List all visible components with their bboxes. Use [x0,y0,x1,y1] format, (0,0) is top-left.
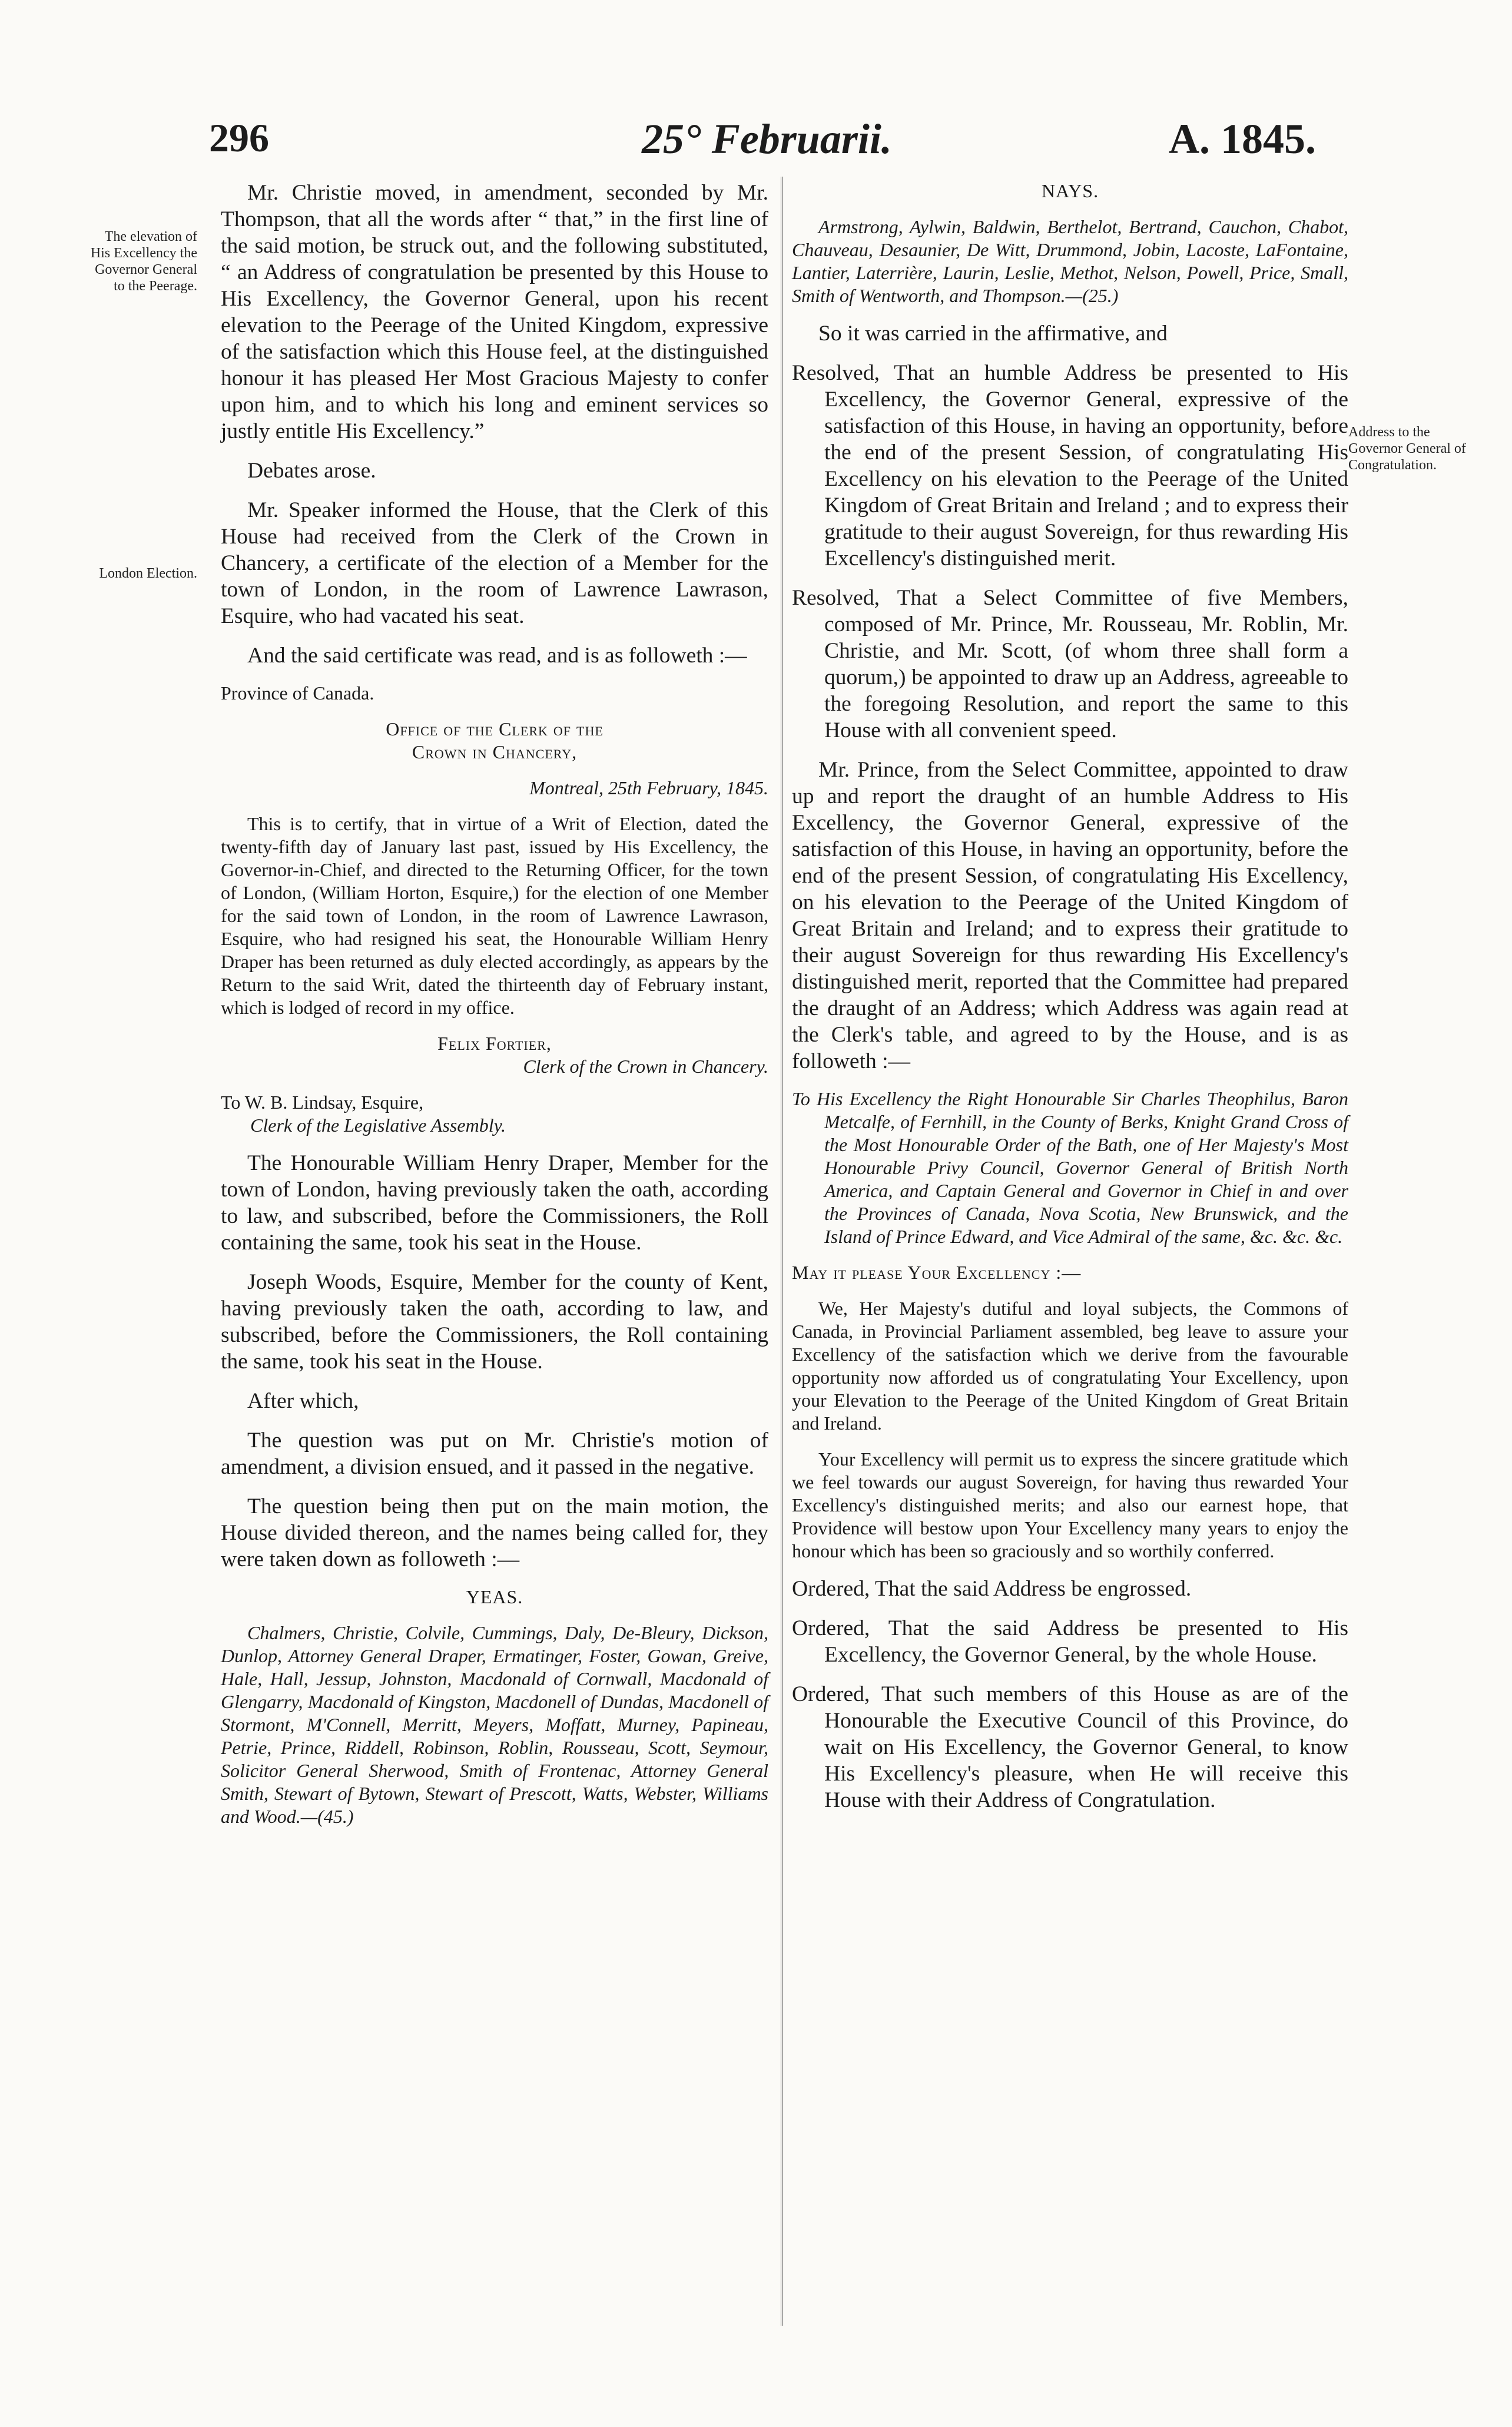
may-it-please-line: May it please Your Excellency :— [792,1262,1082,1283]
speaker-paragraph: Mr. Speaker informed the House, that the Clerk of this House had received from the Clerk of the Crown in Chancery, a certificate of the election of a Member for the town of London, in the room of Lawrence Lawrason, Esquire, who had vacated his seat. [221,498,768,628]
question-amendment-paragraph: The question was put on Mr. Christie's motion of amendment, a division ensued, and it passed in the negative. [221,1428,768,1479]
province-line: Province of Canada. [221,682,374,704]
debates-paragraph: Debates arose. [247,459,376,483]
ordered-wait-paragraph: Ordered, That such members of this House as are of the Honourable the Executive Council of this Province, do wait on His Excellency, the Governor General, to know His Excellency's pleasure, when He will receive this House with their Address of Congratulation. [792,1682,1348,1812]
left-column [221,180,768,1841]
nays-list: Armstrong, Aylwin, Baldwin, Berthelot, Bertrand, Cauchon, Chabot, Chauveau, Desaunier, De Witt, Drummond, Jobin, Lacoste, LaFontaine, Lantier, Laterrière, Laurin, Leslie, Methot, Nelson, Powell, Price, Small, Smith of Wentworth, and Thompson.—(25.) [792,216,1348,306]
margin-note-london-election: London Election. [99,566,197,581]
certificate-dateline: Montreal, 25th February, 1845. [529,777,768,798]
page-number: 296 [209,115,269,160]
address-body-2: Your Excellency will permit us to express the sincere gratitude which we feel towards our august Sovereign, for having thus rewarded Your Excellency's distinguished merits; and also our earnest hope, that Providence will bestow upon Your Excellency many years to enjoy the honour which has been so graciously and so worthily conferred. [792,1448,1348,1561]
certificate-signature-title: Clerk of the Crown in Chancery. [523,1056,768,1077]
office-line-2: Crown in Chancery, [412,741,578,762]
draper-paragraph: The Honourable William Henry Draper, Member for the town of London, having previously taken the oath, according to law, and subscribed, before the Commissioners, the Roll containing the same, took his seat in the House. [221,1151,768,1255]
nays-heading: NAYS. [1041,180,1099,201]
certificate-signature: Felix Fortier, [437,1033,552,1054]
to-line: To W. B. Lindsay, Esquire, [221,1092,424,1113]
office-line-1: Office of the Clerk of the [386,718,604,740]
page-year: A. 1845. [1169,115,1316,163]
column-divider [781,177,782,2326]
ordered-presented-paragraph: Ordered, That the said Address be presented to His Excellency, the Governor General, by the whole House. [792,1616,1348,1667]
right-column [792,180,1348,1826]
christie-motion-paragraph: Mr. Christie moved, in amendment, seconded by Mr. Thompson, that all the words after “ that,” in the first line of the said motion, be struck out, and the following substituted, “ an Address of congratulation be presented by this House to His Excellency, the Governor General, upon his recent elevation to the Peerage of the United Kingdom, expressive of the satisfaction which this House feel, at the distinguished honour it has pleased Her Most Gracious Majesty to confer upon him, and to which his long and eminent services so justly entitle His Excellency.” [221,181,768,443]
yeas-list: Chalmers, Christie, Colvile, Cummings, Daly, De-Bleury, Dickson, Dunlop, Attorney General Draper, Ermatinger, Foster, Gowan, Greive, Hale, Hall, Jessup, Johnston, Macdonald of Cornwall, Macdonald of Glengarry, Macdonald of Kingston, Macdonell of Dundas, Macdonell of Stormont, M'Connell, Merritt, Meyers, Moffatt, Murney, Papineau, Petrie, Prince, Riddell, Robinson, Roblin, Rousseau, Scott, Seymour, Solicitor General Sherwood, Smith of Frontenac, Attorney General Smith, Stewart of Bytown, Stewart of Prescott, Watts, Webster, Williams and Wood.—(45.) [221,1622,768,1827]
woods-paragraph: Joseph Woods, Esquire, Member for the county of Kent, having previously taken the oath, according to law, and subscribed, before the Commissioners, the Roll containing the same, took his seat in the House. [221,1270,768,1374]
question-main-paragraph: The question being then put on the main motion, the House divided thereon, and the names being called for, they were taken down as followeth :— [221,1494,768,1571]
margin-note-address: Address to the Governor General of Congratulation. [1348,425,1466,473]
ordered-engrossed-paragraph: Ordered, That the said Address be engrossed. [792,1577,1192,1601]
resolved-committee-paragraph: Resolved, That a Select Committee of five Members, composed of Mr. Prince, Mr. Rousseau, Mr. Roblin, Mr. Christie, and Mr. Scott, (of whom three shall form a quorum,) be appointed to draw up an Address, agreeable to the foregoing Resolution, and report the same to this House with all convenient speed. [792,586,1348,742]
prince-report-paragraph: Mr. Prince, from the Select Committee, appointed to draw up and report the draught of an humble Address to His Excellency, the Governor General, expressive of the satisfaction of this House, in having an opportunity, before the end of the present Session, of congratulating His Excellency, on his elevation to the Peerage of the United Kingdom of Great Britain and Ireland; and to express their gratitude to their august Sovereign for thus rewarding His Excellency's distinguished merit, reported that the Committee had prepared the draught of an Address; which Address was again read at the Clerk's table, and agreed to by the House, and is as followeth :— [792,758,1348,1073]
page-title: 25° Februarii. [642,115,892,163]
to-title: Clerk of the Legislative Assembly. [250,1115,506,1136]
certificate-read-paragraph: And the said certificate was read, and is as followeth :— [247,644,747,668]
carried-paragraph: So it was carried in the affirmative, and [818,321,1168,346]
address-superscription: To His Excellency the Right Honourable Sir Charles Theophilus, Baron Metcalfe, of Fernhill, in the County of Berks, Knight Grand Cross of the Most Honourable Order of the Bath, one of Her Majesty's Most Honourable Privy Council, Governor General of British North America, and Captain General and Governor in Chief in and over the Provinces of Canada, Nova Scotia, New Brunswick, and the Island of Prince Edward, and Vice Admiral of the same, &c. &c. &c. [792,1088,1348,1247]
yeas-heading: YEAS. [466,1586,523,1607]
after-which-paragraph: After which, [247,1389,359,1413]
margin-note-elevation: The elevation of His Excellency the Governor General to the Peerage. [90,229,197,294]
address-body-1: We, Her Majesty's dutiful and loyal subjects, the Commons of Canada, in Provincial Parliament assembled, beg leave to assure your Excellency of the satisfaction which we derive from the favourable opportunity now afforded us of congratulating Your Excellency, upon your Elevation to the Peerage of the United Kingdom of Great Britain and Ireland. [792,1298,1348,1434]
certificate-text: This is to certify, that in virtue of a Writ of Election, dated the twenty-fifth day of January last past, issued by His Excellency, the Governor-in-Chief, and directed to the Returning Officer, for the town of London, (William Horton, Esquire,) for the election of one Member for the said town of London, in the room of Lawrence Lawrason, Esquire, who had resigned his seat, the Honourable William Henry Draper has been returned as duly elected accordingly, as appears by the Return to the said Writ, dated the thirteenth day of February instant, which is lodged of record in my office. [221,813,768,1018]
resolved-address-paragraph: Resolved, That an humble Address be presented to His Excellency, the Governor General, expressive of the satisfaction of this House, in having an opportunity, before the end of the present Session, of congratulating His Excellency on his elevation to the Peerage of the United Kingdom of Great Britain and Ireland ; and to express their gratitude to their august Sovereign, for thus rewarding His Excellency's distinguished merit. [792,361,1348,571]
